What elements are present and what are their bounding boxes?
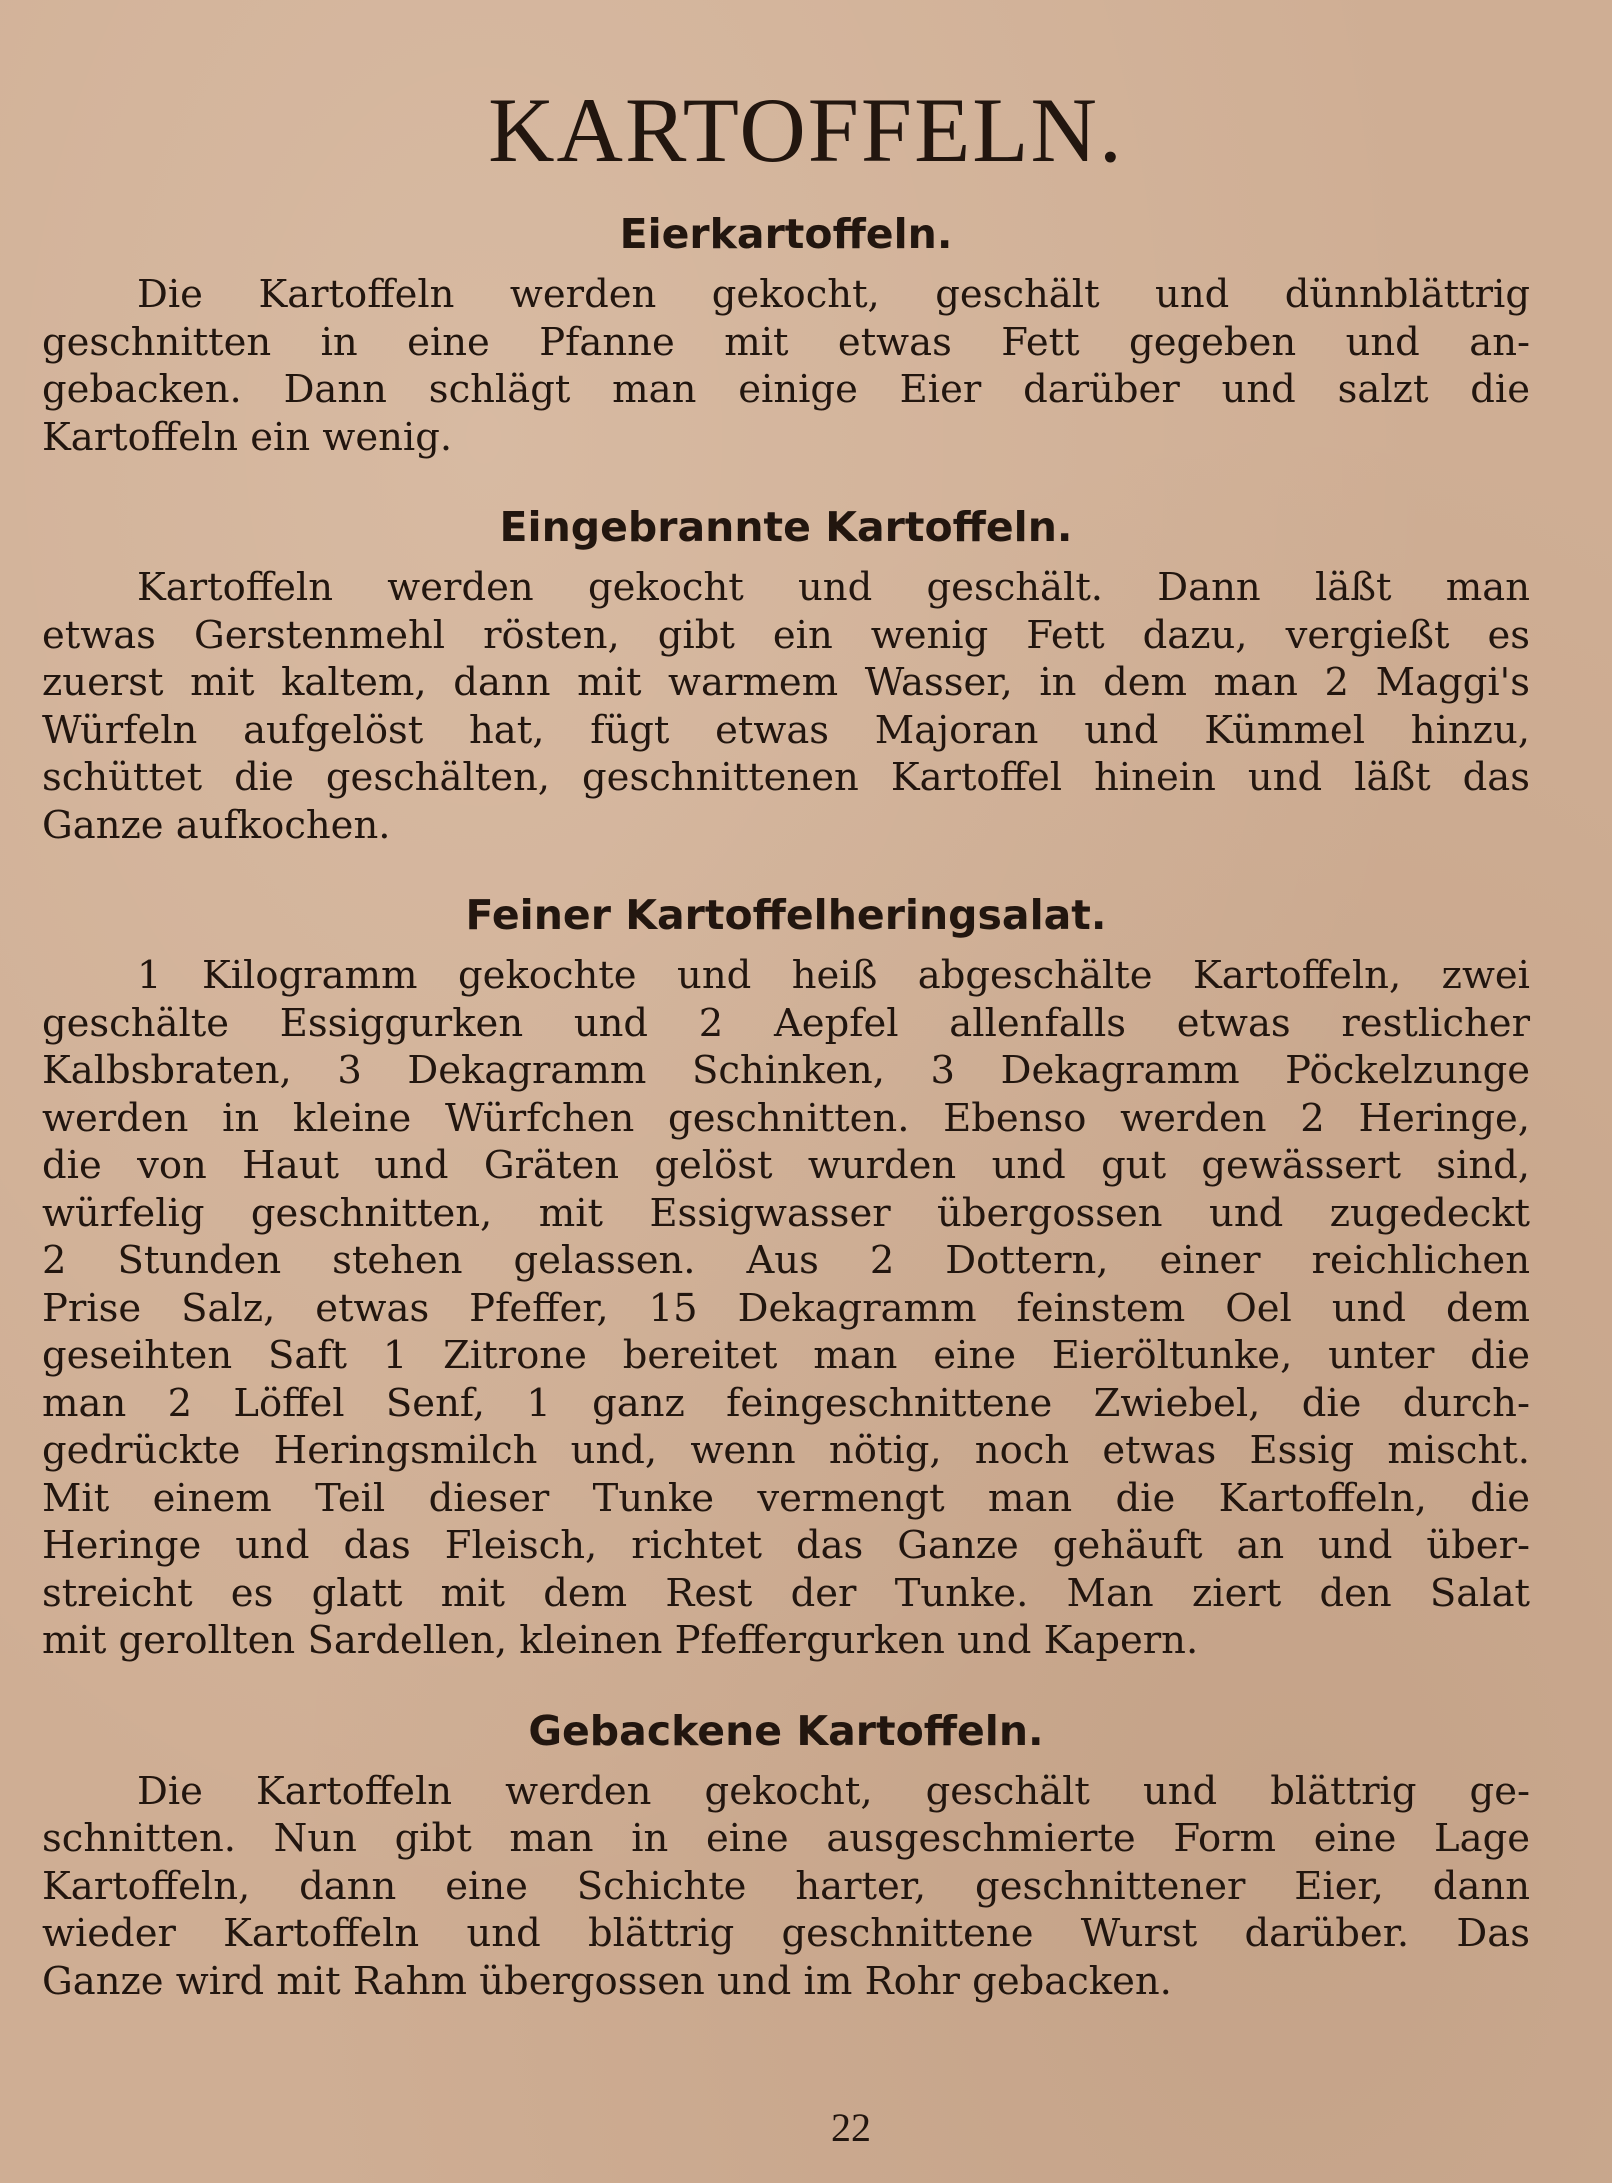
- text-line: 2 Stunden stehen gelassen. Aus 2 Dottern, einer reichlichen: [42, 1238, 1530, 1284]
- text-line: 1 Kilogramm gekochte und heiß abgeschälte Kartoffeln, zwei: [137, 953, 1530, 999]
- text-line: die von Haut und Gräten gelöst wurden und gut gewässert sind,: [42, 1143, 1530, 1189]
- text-line: gedrückte Heringsmilch und, wenn nötig, noch etwas Essig mischt.: [42, 1428, 1530, 1474]
- recipe-eierkartoffeln: [42, 212, 1530, 461]
- text-line: schnitten. Nun gibt man in eine ausgeschmierte Form eine Lage: [42, 1816, 1530, 1862]
- recipe-text: [42, 564, 1530, 849]
- text-line: geschnitten in eine Pfanne mit etwas Fett gegeben und an-: [42, 319, 1530, 365]
- text-line: Heringe und das Fleisch, richtet das Ganze gehäuft an und über-: [42, 1523, 1530, 1569]
- text-line: Ganze wird mit Rahm übergossen und im Rohr gebacken.: [42, 1958, 1172, 2004]
- text-line: würfelig geschnitten, mit Essigwasser übergossen und zugedeckt: [42, 1190, 1530, 1236]
- text-line: Kartoffeln, dann eine Schichte harter, geschnittener Eier, dann: [42, 1863, 1530, 1909]
- recipe-eingebrannte-kartoffeln: [42, 505, 1530, 849]
- text-line: schüttet die geschälten, geschnittenen Kartoffel hinein und läßt das: [42, 755, 1530, 801]
- text-line: etwas Gerstenmehl rösten, gibt ein wenig Fett dazu, vergießt es: [42, 612, 1530, 658]
- text-line: zuerst mit kaltem, dann mit warmem Wasser, in dem man 2 Maggi's: [42, 660, 1530, 706]
- recipe-feiner-kartoffelheringsalat: [42, 893, 1530, 1665]
- text-line: wieder Kartoffeln und blättrig geschnittene Wurst darüber. Das: [42, 1911, 1530, 1957]
- text-line: Ganze aufkochen.: [42, 802, 391, 848]
- text-line: Die Kartoffeln werden gekocht, geschält und blättrig ge-: [137, 1768, 1530, 1814]
- text-line: werden in kleine Würfchen geschnitten. Ebenso werden 2 Heringe,: [42, 1095, 1530, 1141]
- recipe-heading: Eingebrannte Kartoffeln.: [499, 503, 1073, 552]
- recipe-heading: Gebackene Kartoffeln.: [528, 1706, 1044, 1755]
- text-line: mit gerollten Sardellen, kleinen Pfeffergurken und Kapern.: [42, 1618, 1199, 1664]
- recipe-text: [42, 952, 1530, 1665]
- recipe-text: [42, 271, 1530, 461]
- text-line: man 2 Löffel Senf, 1 ganz feingeschnittene Zwiebel, die durch-: [42, 1380, 1530, 1426]
- text-line: geschälte Essiggurken und 2 Aepfel allenfalls etwas restlicher: [42, 1000, 1530, 1046]
- recipe-heading: Feiner Kartoffelheringsalat.: [465, 891, 1107, 940]
- text-line: Kalbsbraten, 3 Dekagramm Schinken, 3 Dekagramm Pöckelzunge: [42, 1048, 1530, 1094]
- recipe-text: [42, 1768, 1530, 2006]
- page-title: KARTOFFELN.: [488, 79, 1124, 181]
- recipe-gebackene-kartoffeln: [42, 1706, 1530, 2006]
- text-line: Kartoffeln ein wenig.: [42, 414, 453, 460]
- text-line: Kartoffeln werden gekocht und geschält. Dann läßt man: [137, 565, 1530, 611]
- text-line: Die Kartoffeln werden gekocht, geschält und dünnblättrig: [137, 272, 1530, 318]
- text-line: geseihten Saft 1 Zitrone bereitet man eine Eieröltunke, unter die: [42, 1333, 1530, 1379]
- text-line: streicht es glatt mit dem Rest der Tunke. Man ziert den Salat: [42, 1570, 1530, 1616]
- text-line: Würfeln aufgelöst hat, fügt etwas Majoran und Kümmel hinzu,: [42, 707, 1530, 753]
- text-line: Prise Salz, etwas Pfeffer, 15 Dekagramm feinstem Oel und dem: [42, 1285, 1530, 1331]
- page-number: 22: [831, 2105, 871, 2150]
- recipe-heading: Eierkartoffeln.: [619, 210, 953, 258]
- text-line: Mit einem Teil dieser Tunke vermengt man die Kartoffeln, die: [42, 1475, 1530, 1521]
- text-line: gebacken. Dann schlägt man einige Eier darüber und salzt die: [42, 367, 1530, 413]
